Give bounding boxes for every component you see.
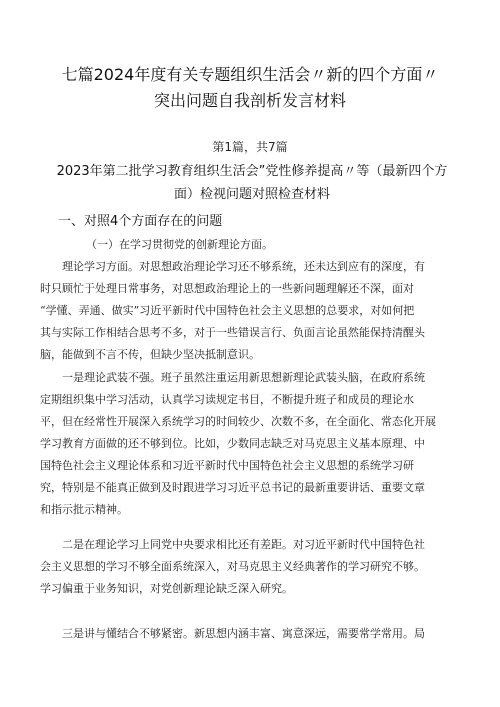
paragraph-line: 二是在理论学习上同党中央要求相比还有差距。对习近平新时代中国特色社 <box>62 538 425 551</box>
paragraph-line: 脑，能做到不言不传，但缺少坚决抵制意识。 <box>40 348 260 361</box>
document-title-line: 突出问题自我剖析发言材料 <box>153 91 346 110</box>
paragraph-line: 时只顾忙于处理日常事务，对思想政治理论上的一些新问题理解还不深，面对 <box>40 282 414 295</box>
document-title-line: 七篇2024年度有关专题组织生活会〃新的四个方面〃 <box>61 65 439 84</box>
paragraph-line: “学懂、弄通、做实”习近平新时代中国特色社会主义思想的总要求，对如何把 <box>40 304 415 317</box>
paragraph-line: 定期组织集中学习活动，认真学习读规定书目，不断提升班子和成员的理论水 <box>40 393 414 406</box>
paragraph-line: 学习偏重于业务知识，对党创新理论缺乏深入研究。 <box>40 582 293 595</box>
paragraph <box>40 623 460 645</box>
section-title <box>40 160 464 206</box>
paragraph-line: 平，但在经常性开展深入系统学习的时间较少、次数不多，在全面化、常态化开展 <box>40 415 436 428</box>
paragraph-line: 学习教育方面做的还不够到位。比如，少数同志缺乏对马克思主义基本原理、中 <box>40 437 425 450</box>
paragraph-line: 一是理论武装不强。班子虽然注重运用新思想新理论武装头脑，在政府系统 <box>62 371 425 384</box>
heading-level-2: （一）在学习贯彻党的创新理论方面。 <box>86 238 273 251</box>
paragraph-line: 国特色社会主义理论体系和习近平新时代中国特色社会主义思想的系统学习研 <box>40 459 414 472</box>
paragraph-line: 其与实际工作相结合思考不多，对于一些错误言行、负面言论虽然能保持清醒头 <box>40 326 425 339</box>
section-title-line: 2023年第二批学习教育组织生活会”党性修养提高〃等（最新四个方 <box>56 164 448 179</box>
paragraph-line: 究，特别是不能真正做到及时跟进学习习近平总书记的最新重要讲话、重要文章 <box>40 481 425 494</box>
paragraph <box>40 534 460 600</box>
paragraph-line: 三是讲与懂结合不够紧密。新思想内涵丰富、寓意深远，需要常学常用。局 <box>62 627 425 640</box>
document-title <box>40 62 460 114</box>
heading-level-1: 一、对照4个方面存在的问题 <box>58 214 223 229</box>
paragraph-line: 会主义思想的学习不够全面系统深入，对马克思主义经典著作的学习研究不够。 <box>40 560 425 573</box>
section-title-line: 面）检视问题对照检查材料 <box>173 187 330 202</box>
page-indicator: 第1篇，共7篇 <box>212 140 288 154</box>
paragraph <box>40 367 460 521</box>
paragraph-line: 理论学习方面。对思想政治理论学习还不够系统，还未达到应有的深度，有 <box>62 260 425 273</box>
paragraph-line: 和指示批示精神。 <box>40 503 128 516</box>
paragraph <box>40 256 460 366</box>
